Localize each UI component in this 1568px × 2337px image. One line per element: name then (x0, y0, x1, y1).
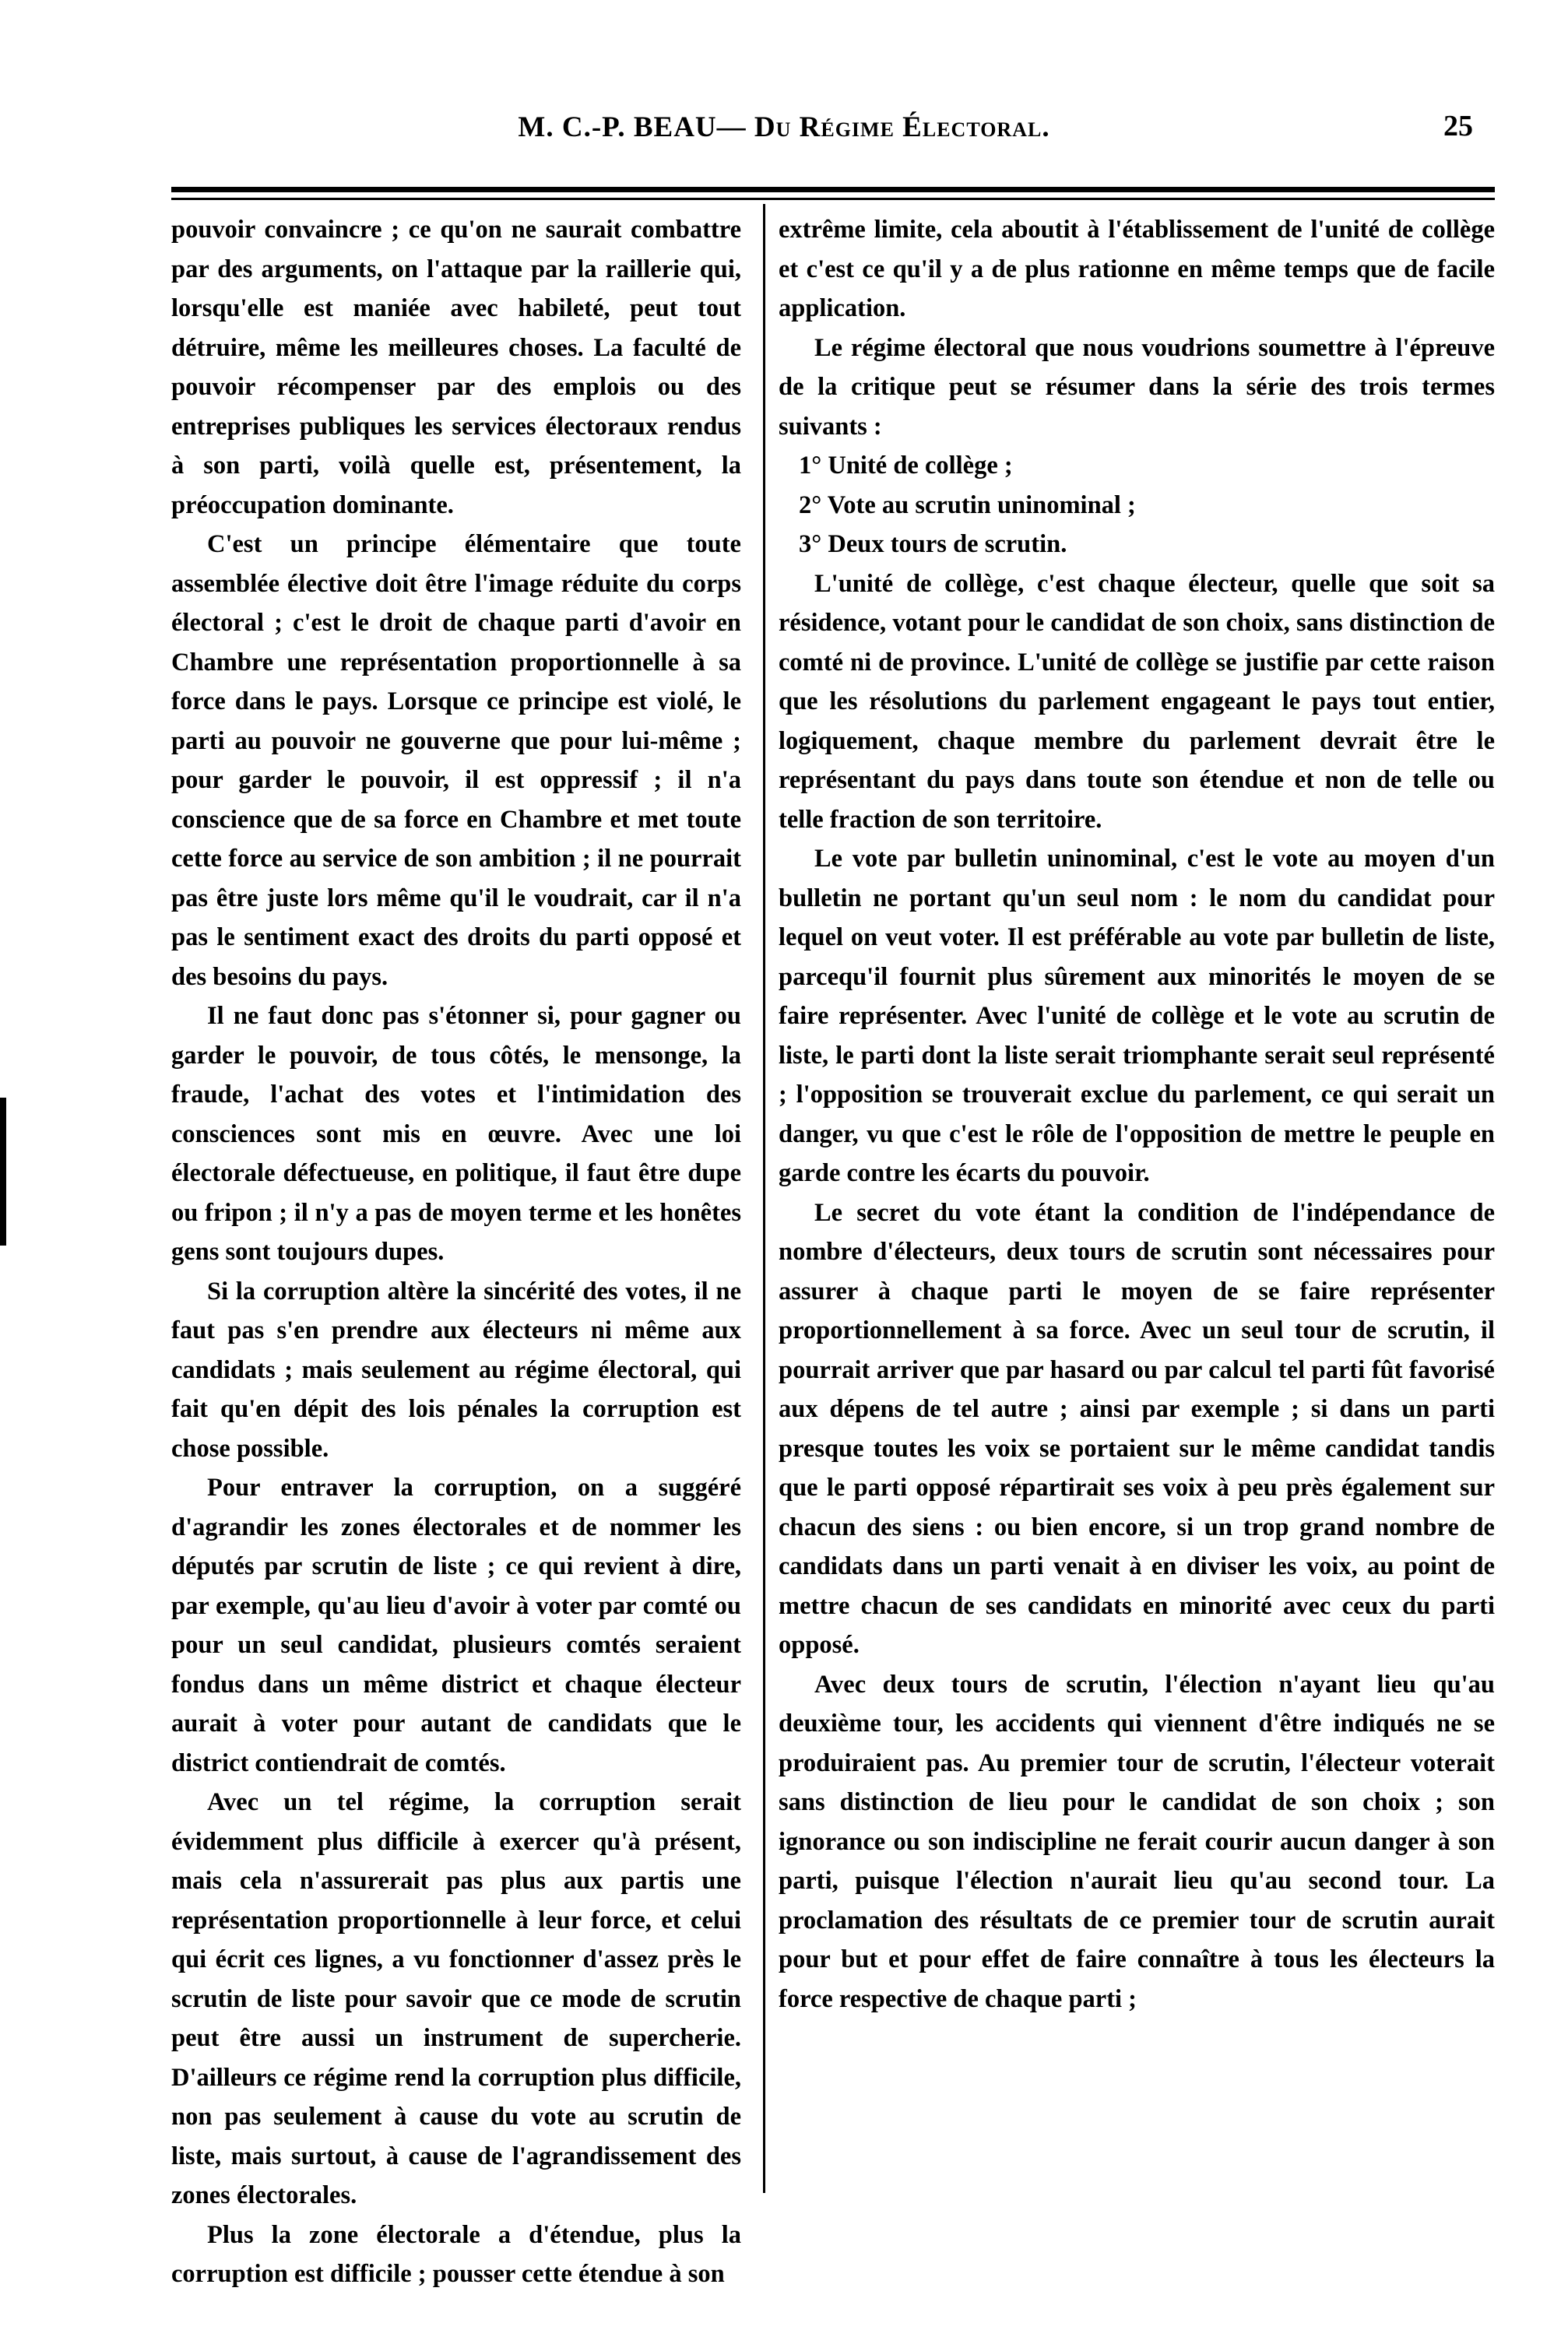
header-rule-thin (171, 198, 1495, 200)
list-item-2: 2° Vote au scrutin uninominal ; (799, 490, 1136, 519)
right-paragraph-intro: extrême limite, cela aboutit à l'établissement de l'unité de collège et c'est ce qu'il y a de plus rationne en même temps que de facile application. (779, 216, 1495, 322)
left-paragraph-3: Il ne faut donc pas s'étonner si, pour gagner ou garder le pouvoir, de tous côtés, le mensonge, la fraude, l'achat des votes et l'intimidation des consciences sont mis en œuvre. Avec une loi électorale défectueuse, en politique, il faut être dupe ou fripon ; il n'y a pas de moyen terme et les honêtes gens sont toujours dupes. (171, 1002, 741, 1266)
left-paragraph-2: C'est un principe élémentaire que toute assemblée élective doit être l'image réduite du corps électoral ; c'est le droit de chaque parti d'avoir en Chambre une représentation proportionnelle à sa force dans le pays. Lorsque ce principe est violé, le parti au pouvoir ne gouverne que pour lui-même ; pour garder le pouvoir, il est oppressif ; il n'a conscience que de sa force en Chambre et met toute cette force au service de son ambition ; il ne pourrait pas être juste lors même qu'il le voudrait, car il n'a pas le sentiment exact des droits du parti opposé et des besoins du pays. (171, 530, 741, 991)
right-paragraph-list-intro: Le régime électoral que nous voudrions soumettre à l'épreuve de la critique peut se résumer dans la série des trois termes suivants : (779, 333, 1495, 441)
header-author: M. C.-P. BEAU— (518, 111, 747, 143)
list-item-1: 1° Unité de collège ; (799, 452, 1013, 480)
left-paragraph-1: pouvoir convaincre ; ce qu'on ne saurait combattre par des arguments, on l'attaque par la raillerie qui, lorsqu'elle est maniée avec habileté, peut tout détruire, même les meilleures choses. La faculté de pouvoir récompenser par des emplois ou des entreprises publiques les services électoraux rendus à son parti, voilà quelle est, présentement, la préoccupation dominante. (171, 216, 741, 519)
page-number: 25 (1443, 110, 1473, 142)
right-paragraph-1: L'unité de collège, c'est chaque électeur, quelle que soit sa résidence, votant pour le candidat de son choix, sans distinction de comté ni de province. L'unité de collège se justifie par cette raison que les résolutions du parlement engageant le pays tout entier, logiquement, chaque membre du parlement devrait être le représentant du pays dans toute son étendue et non de telle ou telle fraction de son territoire. (779, 569, 1495, 834)
left-paragraph-7: Plus la zone électorale a d'étendue, plus la corruption est difficile ; pousser cette étendue à son (171, 2220, 741, 2288)
right-column (779, 210, 1495, 2019)
right-paragraph-4: Avec deux tours de scrutin, l'élection n'ayant lieu qu'au deuxième tour, les accidents qui viennent d'être indiqués ne se produiraient pas. Au premier tour de scrutin, l'électeur voterait sans distinction de lieu pour le candidat de son choix ; son ignorance ou son indiscipline ne ferait courir aucun danger à son parti, puisque l'élection n'aurait lieu qu'au second tour. La proclamation des résultats de ce premier tour de scrutin aurait pour but et pour effet de faire connaître à tous les électeurs la force respective de chaque parti ; (779, 1670, 1495, 2013)
left-paragraph-6: Avec un tel régime, la corruption serait évidemment plus difficile à exercer qu'à présent, mais cela n'assurerait pas plus aux partis une représentation proportionnelle à leur force, et celui qui écrit ces lignes, a vu fonctionner d'assez près le scrutin de liste pour savoir que ce mode de scrutin peut être aussi un instrument de supercherie. D'ailleurs ce régime rend la corruption plus difficile, non pas seulement à cause du vote au scrutin de liste, mais surtout, à cause de l'agrandissement des zones électorales. (171, 1788, 741, 2209)
header-title-rest: u Régime Électoral. (775, 111, 1050, 143)
running-header (0, 111, 1568, 144)
header-rule-thick (171, 187, 1495, 192)
left-paragraph-4: Si la corruption altère la sincérité des votes, il ne faut pas s'en prendre aux électeurs ni même aux candidats ; mais seulement au régime électoral, qui fait qu'en dépit des lois pénales la corruption est chose possible. (171, 1277, 741, 1463)
right-paragraph-2: Le vote par bulletin uninominal, c'est le vote au moyen d'un bulletin ne portant qu'un seul nom : le nom du candidat pour lequel on veut voter. Il est préférable au vote par bulletin de liste, parcequ'il fournit plus sûrement aux minorités le moyen de se faire représenter. Avec l'unité de collège et le vote au scrutin de liste, le parti dont la liste serait triomphante serait seul représenté ; l'opposition se trouverait exclue du parlement, ce qui serait un danger, vu que c'est le rôle de l'opposition de mettre le peuple en garde contre les écarts du pouvoir. (779, 845, 1495, 1187)
left-column (171, 210, 741, 2294)
right-paragraph-3: Le secret du vote étant la condition de l'indépendance de nombre d'électeurs, deux tours de scrutin sont nécessaires pour assurer à chaque parti le moyen de se faire représenter proportionnellement à sa force. Avec un seul tour de scrutin, il pourrait arriver que par hasard ou par calcul tel parti fût favorisé aux dépens de tel autre ; ainsi par exemple ; si dans un parti presque toutes les voix se portaient sur le même candidat tandis que le parti opposé répartirait ses voix à peu près également sur chacun des siens : ou bien encore, si un trop grand nombre de candidats dans un parti venait à en diviser les voix, au point de mettre chacun de ses candidats en minorité avec ceux du parti opposé. (779, 1198, 1495, 1659)
column-divider (763, 204, 765, 2193)
header-title-prefix: D (746, 111, 776, 143)
list-item-3: 3° Deux tours de scrutin. (799, 530, 1067, 558)
left-paragraph-5: Pour entraver la corruption, on a suggéré d'agrandir les zones électorales et de nommer les députés par scrutin de liste ; ce qui revient à dire, par exemple, qu'au lieu d'avoir à voter par comté ou pour un seul candidat, plusieurs comtés seraient fondus dans un même district et chaque électeur aurait à voter pour autant de candidats que le district contiendrait de comtés. (171, 1474, 741, 1777)
scan-edge-mark (0, 1098, 6, 1246)
